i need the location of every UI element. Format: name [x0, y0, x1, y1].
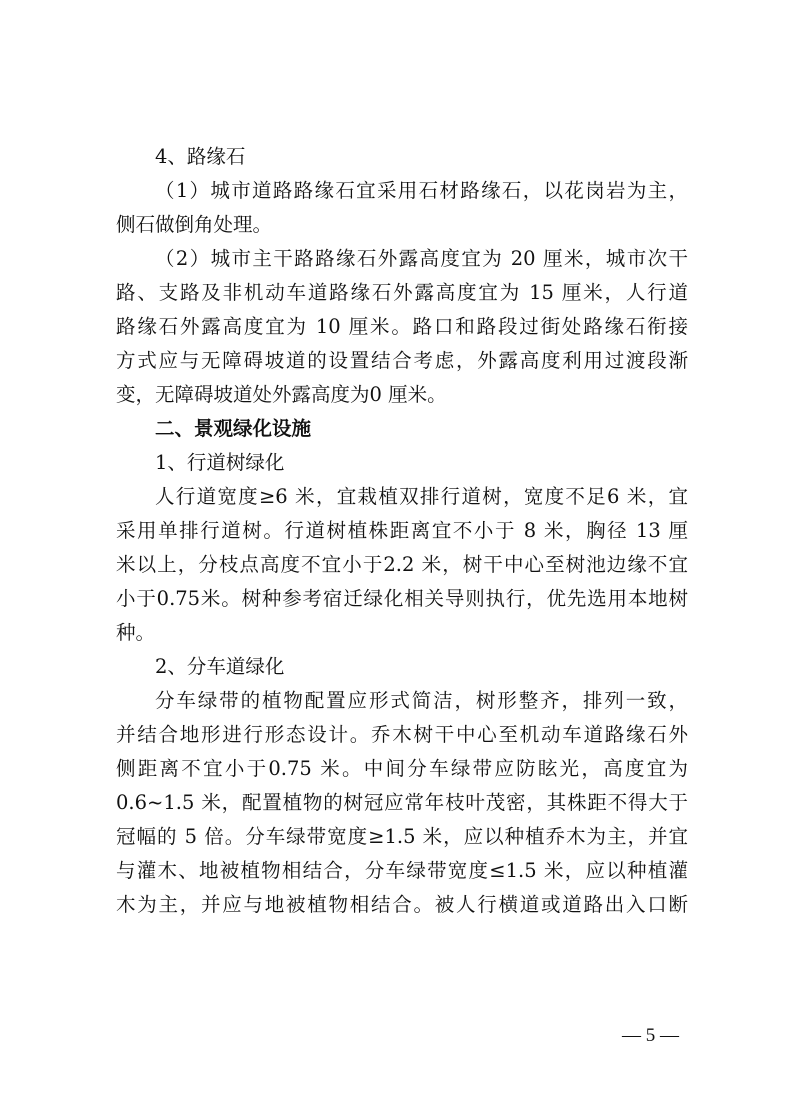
paragraph-line: 人行道宽度≥6 米，宜栽植双排行道树，宽度不足6 米，宜: [155, 485, 688, 508]
section-heading-landscape: 二、景观绿化设施: [155, 417, 312, 440]
paragraph-line: 木为主，并应与地被植物相结合。被人行横道或道路出入口断: [116, 893, 688, 916]
paragraph-line: 种。: [116, 621, 156, 644]
paragraph-line: 与灌木、地被植物相结合，分车绿带宽度≤1.5 米，应以种植灌: [116, 859, 688, 882]
paragraph-line: 侧距离不宜小于0.75 米。中间分车绿带应防眩光，高度宜为: [116, 757, 688, 780]
paragraph-line: 冠幅的 5 倍。分车绿带宽度≥1.5 米，应以种植乔木为主，并宜: [116, 825, 688, 848]
paragraph-line: 0.6~1.5 米，配置植物的树冠应常年枝叶茂密，其株距不得大于: [116, 791, 688, 814]
paragraph-line: 方式应与无障碍坡道的设置结合考虑，外露高度利用过渡段渐: [116, 349, 688, 372]
section-subheading-street-trees: 1、行道树绿化: [155, 451, 285, 474]
paragraph-line: 路缘石外露高度宜为 10 厘米。路口和路段过街处路缘石衔接: [116, 315, 688, 338]
paragraph-line: 路、支路及非机动车道路缘石外露高度宜为 15 厘米，人行道: [116, 281, 688, 304]
paragraph-line: 并结合地形进行形态设计。乔木树干中心至机动车道路缘石外: [116, 723, 688, 746]
section-subheading-curb: 4、路缘石: [155, 145, 246, 168]
document-body: [116, 140, 688, 922]
paragraph-line: 采用单排行道树。行道树植株距离宜不小于 8 米，胸径 13 厘: [116, 519, 688, 542]
paragraph-line: 小于0.75米。树种参考宿迁绿化相关导则执行，优先选用本地树: [116, 587, 688, 610]
paragraph-line: 分车绿带的植物配置应形式简洁，树形整齐，排列一致，: [155, 689, 688, 712]
section-subheading-median-greening: 2、分车道绿化: [155, 655, 285, 678]
paragraph-line: 米以上，分枝点高度不宜小于2.2 米，树干中心至树池边缘不宜: [116, 553, 688, 576]
paragraph-line: 变，无障碍坡道处外露高度为0 厘米。: [116, 383, 447, 406]
page-number: — 5 —: [622, 1025, 679, 1046]
paragraph-line: （1）城市道路路缘石宜采用石材路缘石，以花岗岩为主，: [155, 179, 688, 202]
paragraph-line: （2）城市主干路路缘石外露高度宜为 20 厘米，城市次干: [155, 247, 688, 270]
paragraph-line: 侧石做倒角处理。: [116, 213, 273, 236]
